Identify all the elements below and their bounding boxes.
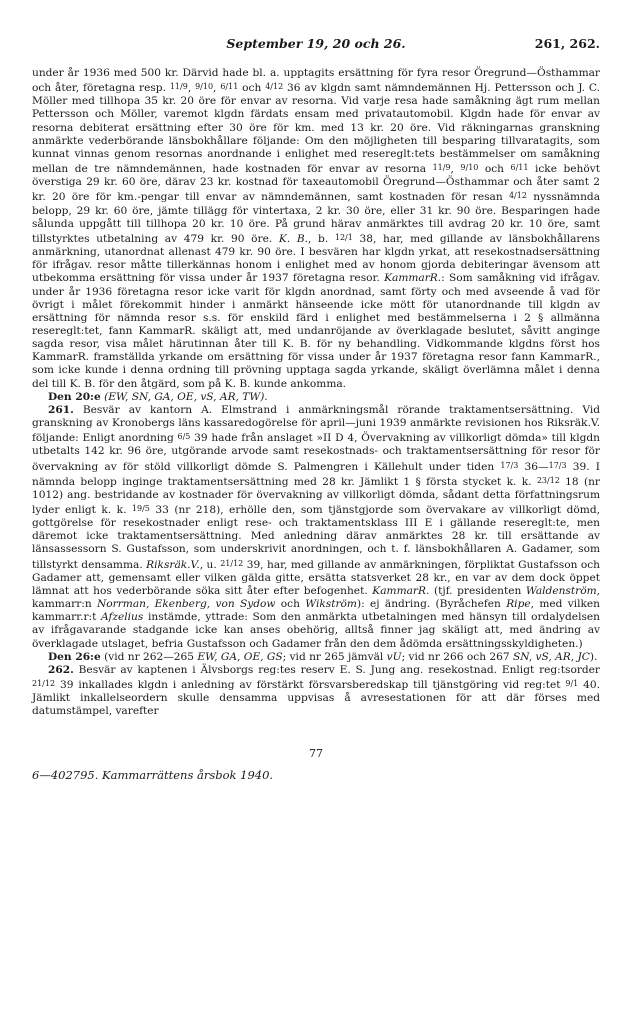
paragraph-case-260-continued: under år 1936 med 500 kr. Därvid hade bl. a. upptagits ersättning för fyra resor Öregrund—Östhammar och åter, företagna resp. 11/9, 9/10, 6/11 och 4/12 36 av klgdn samt nämndemännen Hj. Pettersson och J. C. Möller med tillhopa 35 kr. 20 öre för envar av resorna. Vid varje resa hade samåkning ägt rum mellan Pettersson och Möller, varemot klgdn färdats ensam med privatautomobil. Klgdn hade för envar av resorna debiterat ersättning efter 30 öre för km. med 13 kr. 20 öre. Vid räkningarnas granskning anmärkte vederbörande länsbokhållare följande: Om den möjligheten till besparing tillvaratagits, som kunnat vinnas genom resornas anordnande i enlighet med resereglt:tets bestämmelser om samåkning mellan de tre nämndemännen, hade kostnaden för envar av resorna 11/9, 9/10 och 6/11 icke behövt överstiga 29 kr. 60 öre, därav 23 kr. kostnad för taxeautomobil Öregrund—Östhammar och åter samt 2 kr. 20 öre för km.-pengar till envar av nämndemännen, samt kostnaden för resan 4/12 nyssnämnda belopp, 29 kr. 60 öre, jämte tillägg för vintertaxa, 2 kr. 30 öre, eller 31 kr. 90 öre. Besparingen hade sålunda uppgått till tillhopa 20 kr. 10 öre. På grund härav anmärktes till avdrag 20 kr. 10 öre, samt tillstyrktes utbetalning av 479 kr. 90 öre. K. B., b. 12/1 38, har, med gillande av länsbokhållarens anmärkning, utanordnat allenast 479 kr. 90 öre. I besvären har klgdn yrkat, att resekostnadsersättning för ifrågav. resor måtte tillerkännas honom i enlighet med av honom gjorda debiteringar ävensom att utbekomma ersättning för vissa under år 1937 företagna resor. KammarR.: Som samåkning vid ifrågav. under år 1936 företagna resor icke varit för klgdn anordnad, samt förty och med avseende å vad för övrigt i målet förekommit hinder i anmärkt hänseende icke mött för utanordnande till klgdn av ersättning för nämnda resor s.s. för enskild färd i enlighet med bestämmelserna i 2 § allmänna resereglt:tet, fann KammarR. skäligt att, med undanröjande av överklagade beslutet, såvitt anginge sagda resor, visa målet härutinnan åter till K. B. för ny behandling. Vidkommande klgdns först hos KammarR. framställda yrkande om ersättning för vissa under år 1937 företagna resor fann KammarR., som icke kunde i denna ordning till prövning upptaga sagda yrkande, skäligt överlämna målet i denna del till K. B. för den åtgärd, som på K. B. kunde ankomma. xyxy=(32,67,601,390)
paragraph-case-261: 261. Besvär av kantorn A. Elmstrand i anmärkningsmål rörande traktamentsersättning. Vid granskning av Kronobergs läns kassaredogörelse för april—juni 1939 anmärkte revisionen hos Riksräk.V. följande: Enligt anordning 6/5 39 hade från anslaget »II D 4, Övervakning av villkorligt dömda» till klgdn utbetalts 142 kr. 96 öre, utgörande arvode samt resekostnads- och traktamentsersättning för resor för övervakning av för stöld villkorligt dömde S. Palmengren i Källehult under tiden 17/3 36—17/3 39. I nämnda belopp inginge traktamentsersättning med 28 kr. Jämlikt 1 § första stycket k. k. 23/12 18 (nr 1012) ang. bestridande av kostnader för övervakning av villkorligt dömda, sådant detta författningsrum lyder enligt k. k. 19/5 33 (nr 218), erhölle den, som tjänstgjorde som övervakare av villkorligt dömd, gottgörelse för resekostnader enligt rese- och traktamentsklass III E i gällande resereglt:te, men däremot icke traktamentsersättning. Med anledning därav anmärktes 28 kr. till ersättande av länsassessorn S. Gustafsson, som underskrivit anordningen, och t. f. länsbokhållaren A. Gadamer, som tillstyrkt densamma. Riksräk.V., u. 21/12 39, har, med gillande av anmärkningen, förpliktat Gustafsson och Gadamer att, gemensamt eller vilken gälda gitte, ersätta statsverket 28 kr., en var av dem dock öppet lämnat att hos vederbörande söka sitt åter efter befogenhet. KammarR. (tjf. presidenten Waldenström, kammarr:n Norrman, Ekenberg, von Sydow och Wikström): ej ändring. (Byråchefen Ripe, med vilken kammarr.r:t Afzelius instämde, yttrade: Som den anmärkta utbetalningen med hänsyn till ordalydelsen av ifrågavarande stadgande icke kan anses obehörig, alltså finner jag skäligt att, med ändring av överklagade utslaget, befria Gustafsson och Gadamer från den dem ådömda ersättningsskyldigheten.) xyxy=(32,403,601,650)
body-text xyxy=(32,67,600,719)
header-title: September 19, 20 och 26. xyxy=(226,36,406,51)
running-head xyxy=(32,36,600,56)
page xyxy=(32,36,600,782)
footer-signature: 6—402795. Kammarrättens årsbok 1940. xyxy=(32,767,274,782)
date-heading-26: Den 26:e (vid nr 262—265 EW, GA, OE, GS; vid nr 265 jämväl vU; vid nr 266 och 267 SN, vS, AR, JC). xyxy=(48,650,598,663)
paragraph-case-262: 262. Besvär av kaptenen i Älvsborgs reg:tes reserv E. S. Jung ang. resekostnad. Enligt reg:tsorder 21/12 39 inkallades klgdn i anledning av förstärkt försvarsberedskap till tjänstgöring vid reg:tet 9/1 40. Jämlikt inkallelseordern skulle densamma uppvisas å avresestationen för att där förses med datumstämpel, varefter xyxy=(32,663,601,718)
date-heading-20: Den 20:e (EW, SN, GA, OE, vS, AR, TW). xyxy=(48,390,268,403)
header-page-numbers: 261, 262. xyxy=(534,36,600,51)
page-folio: 77 xyxy=(309,746,323,760)
